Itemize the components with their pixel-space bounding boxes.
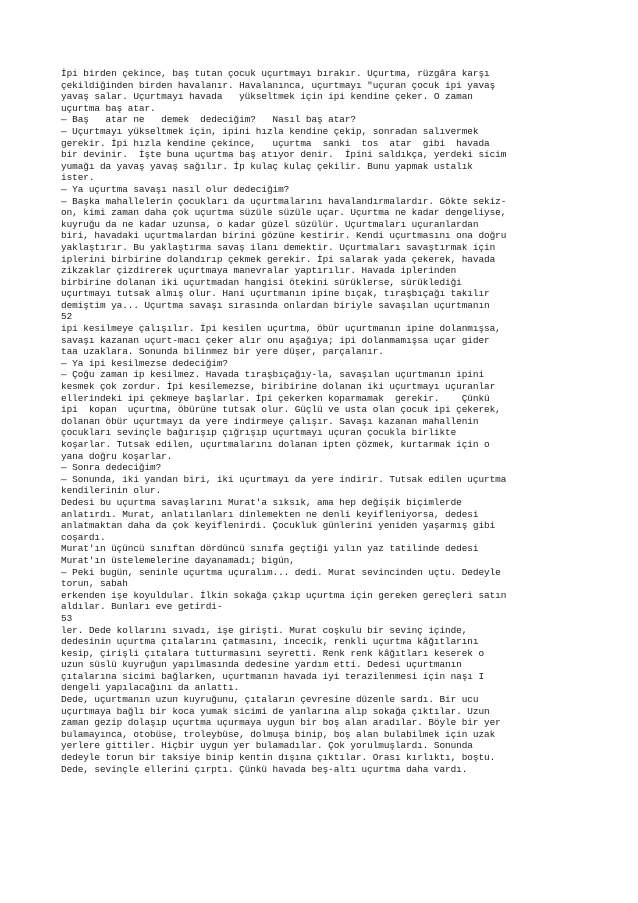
text-line: anlatmaktan daha da çok keyiflenirdi. Çocukluk günlerini yeniden yaşarmış gibi	[61, 520, 496, 532]
text-line: — Baş atar ne demek dedeciğim? Nasıl baş atar?	[61, 114, 356, 126]
text-line: 53	[61, 612, 73, 624]
text-line: kesmek çok zordur. İpi kesilemezse, biribirine dolanan iki uçurtmayı uçuranlar	[61, 381, 496, 393]
text-line: çekildiğinden birden havalanır. Havalanınca, uçurtmayı "uçuran çocuk ipi yavaş	[61, 79, 496, 91]
text-line: dengeli yapılacağını da anlattı.	[61, 682, 240, 694]
text-line: Dede, sevinçle ellerini çırptı. Çünkü havada beş-altı uçurtma daha vardı.	[61, 763, 468, 775]
text-line: dedesinin uçurtma çıtalarını çatmasını, incecik, renkli uçurtma kâğıtlarını	[61, 636, 479, 648]
text-line: yana doğru koşarlar.	[61, 450, 173, 462]
text-line: uzun süslü kuyruğun yapılmasında dedesine yardım etti. Dedesi uçurtmanın	[61, 659, 462, 671]
text-line: bulamayınca, otobüse, troleybüse, dolmuşa binip, boş alan bulabilmek için uzak	[61, 728, 496, 740]
text-line: torun, sabah	[61, 578, 128, 590]
text-line: Murat'ın üstelemelerine dayanamadı; bigün,	[61, 554, 295, 566]
text-line: demiştim ya... Uçurtma savaşı sırasında onlardan biriyle savaşılan uçurtmanın	[61, 299, 490, 311]
text-line: yavaş salar. Uçurtmayı havada yükseltmek için ipi kendine çeker. O zaman	[61, 91, 473, 103]
text-line: Dede, uçurtmanın uzun kuyruğunu, çıtaların çevresine düzenle sardı. Bir ucu	[61, 694, 479, 706]
text-line: on, kimi zaman daha çok uçurtma süzüle süzüle uçar. Uçurtma ne kadar dengeliyse,	[61, 207, 507, 219]
text-line: taa uzaklara. Sonunda bilinmez bir yere düşer, parçalanır.	[61, 346, 384, 358]
text-line: uçurtmayı tutsak almış olur. Hani uçurtmanın ipine bıçak, tıraşbıçağı takılır	[61, 288, 490, 300]
text-line: İpi birden çekince, baş tutan çocuk uçurtmayı bırakır. Uçurtma, rüzgâra karşı	[61, 68, 490, 79]
text-line: anlatırdı. Murat, anlatılanları dinlemekten ne denli keyifleniyorsa, dedesi	[61, 508, 479, 520]
text-line: — Ya ipi kesilmezse dedeciğim?	[61, 357, 228, 369]
text-line: aldılar. Bunları eve getirdi-	[61, 601, 223, 613]
text-line: çocukları sevinçle bağırışıp çığrışıp uçurtmayı uçuran çocukla birlikte	[61, 427, 457, 439]
text-line: biri, havadaki uçurtmalardan birini gözüne kestirir. Kendi uçurtmasını ona doğru	[61, 230, 507, 242]
text-line: gerekir. İpi hızla kendine çekince, uçurtma sanki tos atar gibi havada	[61, 137, 490, 149]
text-line: çıtalarına sicimi bağlarken, uçurtmanın havada iyi terazilenmesi için naşı I	[61, 670, 485, 682]
text-line: — Sonra dedeciğim?	[61, 462, 162, 474]
text-line: uçurtmaya bağlı bir koca yumak sicimi de yanlarına alıp sokağa çıktılar. Uzun	[61, 705, 490, 717]
text-line: kesip, çirişli çıtalara tutturmasını seyretti. Renk renk kâğıtları keserek o	[61, 647, 485, 659]
text-line: uçurtma baş atar.	[61, 102, 156, 114]
text-line: savaşı kazanan uçurt-macı çeker alır onu aşağıya; ipi dolanmamışsa uçar gider	[61, 334, 490, 346]
text-line: dedeyle torun bir taksiye binip kentin dışına çıktılar. Orası kırlıktı, boştu.	[61, 752, 496, 764]
text-line: kendilerinin olur.	[61, 485, 162, 497]
text-line: ler. Dede kollarını sıvadı, işe girişti. Murat coşkulu bir sevinç içinde,	[61, 624, 468, 636]
text-line: yaklaştırır. Bu yaklaştırma savaş ilanı demektir. Uçurtmaları savaştırmak için	[61, 241, 496, 253]
text-line: — Ya uçurtma savaşı nasıl olur dedeciğim?	[61, 183, 290, 195]
text-line: iplerini birbirine dolandırıp çekmek gerekir. İpi salarak yada çekerek, havada	[61, 253, 496, 265]
text-line: Murat'ın üçüncü sınıftan dördüncü sınıfa geçtiği yılın yaz tatilinde dedesi	[61, 543, 479, 555]
text-line: coşardı.	[61, 531, 106, 543]
text-line: birbirine dolanan iki uçurtmadan hangisi ötekini sürüklerse, sürüklediği	[61, 276, 462, 288]
text-line: zikzaklar çizdirerek uçurtmaya manevralar yaptırılır. Havada iplerinden	[61, 265, 457, 277]
text-line: Dedesi bu uçurtma savaşlarını Murat'a sıksık, ama hep değişik biçimlerde	[61, 496, 462, 508]
text-line: — Çoğu zaman ip kesilmez. Havada tıraşbıçağıy-la, savaşılan uçurtmanın ipini	[61, 369, 485, 381]
text-line: yumağı da yavaş yavaş sağılır. İp kulaç kulaç çekilir. Bunu yapmak ustalık	[61, 160, 473, 172]
document-page	[61, 68, 581, 775]
text-line: erkenden işe koyuldular. İlkin sokağa çıkıp uçurtma için gereken gereçleri satın	[61, 589, 507, 601]
text-line: kuyruğu da ne kadar uzunsa, o kadar güzel süzülür. Uçurtmaları uçuranlardan	[61, 218, 479, 230]
text-line: koşarlar. Tutsak edilen, uçurtmalarını dolanan ipten çözmek, kurtarmak için o	[61, 439, 490, 450]
text-line: — Başka mahallelerin çocukları da uçurtmalarını havalandırmalardır. Gökte sekiz-	[61, 195, 507, 207]
text-line: — Sonunda, iki yandan biri, iki uçurtmayı da yere indirir. Tutsak edilen uçurtma	[61, 473, 507, 485]
text-line: 52	[61, 311, 73, 323]
text-line: ellerindeki ipi çekmeye başlarlar. İpi çekerken koparmamak gerekir. Çünkü	[61, 392, 490, 404]
text-line: ister.	[61, 172, 95, 184]
text-line: ipi kopan uçurtma, öbürüne tutsak olur. Güçlü ve usta olan çocuk ipi çekerek,	[61, 404, 501, 416]
text-line: zaman gezip dolaşıp uçurtma uçurmaya uygun bir boş alan aradılar. Böyle bir yer	[61, 717, 501, 729]
text-line: dolanan öbür uçurtmayı da yere indirmeye çalışır. Savaşı kazanan mahallenin	[61, 415, 479, 427]
text-line: bir devinir. İşte buna uçurtma baş atıyor denir. İpini saldıkça, yerdeki sicim	[61, 149, 507, 161]
text-line: ipi kesilmeye çalışılır. İpi kesilen uçurtma, öbür uçurtmanın ipine dolanmışsa,	[61, 323, 501, 335]
text-line: — Peki bugün, seninle uçurtma uçuralım... dedi. Murat sevincinden uçtu. Dedeyle	[61, 566, 501, 578]
text-line: yerlere gittiler. Hiçbir uygun yer bulamadılar. Çok yorulmuşlardı. Sonunda	[61, 740, 473, 752]
text-line: — Uçurtmayı yükseltmek için, ipini hızla kendine çekip, sonradan salıvermek	[61, 125, 479, 137]
